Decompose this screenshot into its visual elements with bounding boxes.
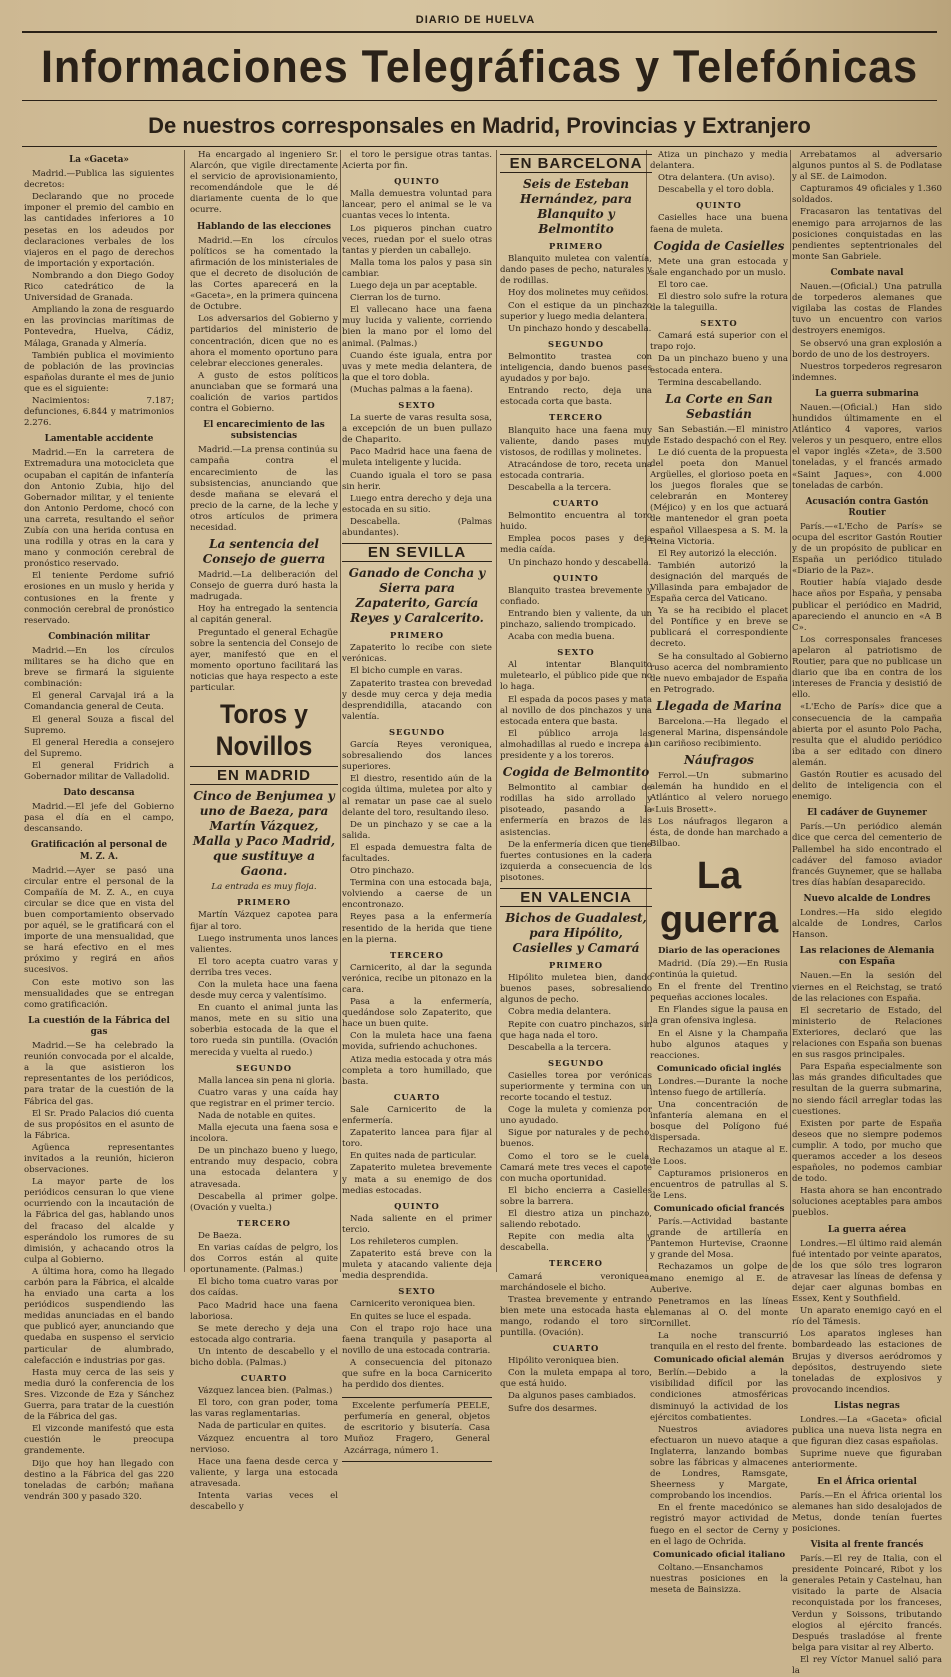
paragraph: También publica el movimiento de población de las provincias españolas durante el mes de junio que es el siguiente: bbox=[24, 350, 174, 394]
column-divider bbox=[340, 150, 341, 1272]
paragraph: Dijo que hoy han llegado con destino a la Fábrica del gas 220 toneladas de carbón; mañana vendrán 300 y pasado 320. bbox=[24, 1458, 174, 1502]
paragraph: Madrid.—En los círculos militares se ha dicho que en breve se firmará la siguiente combinación: bbox=[24, 645, 174, 690]
paragraph: Martín Vázquez capotea para fijar al toro. bbox=[190, 910, 338, 932]
paragraph: Declarando que no procede imponer el premio del cambio en las cantidades inferiores a 10 pesetas en los adeudos por declaraciones verbales de los viajeros en el pago de derechos de importación y exportación. bbox=[24, 192, 174, 269]
bull-heading: PRIMERO bbox=[236, 897, 292, 908]
bull-heading: TERCERO bbox=[549, 412, 603, 423]
column-5 bbox=[650, 150, 788, 1596]
paragraph: Nuestros aviadores efectuaron un nuevo ataque a Inglaterra, lanzando bombas sobre las fábricas y almacenes de Londres, Ramsgate, Sheerness y Margate, comprobando los incendios. bbox=[650, 1424, 788, 1502]
bull-heading: TERCERO bbox=[237, 1217, 291, 1228]
paragraph: Descabella al primer golpe. (Ovación y vuelta.) bbox=[190, 1191, 338, 1213]
city-heading: EN MADRID bbox=[190, 766, 338, 785]
paragraph: Blanquito muletea con valentía, dando pases de pecho, naturales y de rodillas. bbox=[500, 254, 652, 287]
paragraph: La mayor parte de los periódicos censuran lo que viene ocurriendo con la incautación de la Fábrica del gas, hablando unos del fracaso del alcalde y esperándolo los rumores de su dimisión, y achacando otros la culpa al Gobierno. bbox=[24, 1177, 174, 1265]
corrida-subtitle: Cinco de Benjumea y uno de Baeza, para Martín Vázquez, Malla y Paco Madrid, que sustituye a Gaona. bbox=[192, 789, 336, 879]
article-heading: Combinación militar bbox=[48, 631, 150, 642]
paragraph: (Muchas palmas a la faena). bbox=[350, 384, 473, 395]
paragraph: Suprime nueve que figuraban anteriormente. bbox=[792, 1449, 942, 1471]
paragraph: De un pinchazo y se cae a la salida. bbox=[342, 819, 492, 841]
paragraph: Atiza media estocada y otra más completa a toro humillado, que basta. bbox=[342, 1054, 492, 1087]
paragraph: Vázquez encuentra al toro nervioso. bbox=[190, 1433, 338, 1455]
paragraph: Ha encargado al ingeniero Sr. Alarcón, que vigile directamente el servicio de aprovisionamiento, recomendándole que le dé diariamente cuenta de lo que ocurre. bbox=[190, 150, 338, 216]
paragraph: Termina con una estocada baja, volviendo a caerse de un encontronazo. bbox=[342, 878, 492, 911]
bull-heading: SEGUNDO bbox=[547, 338, 605, 349]
paragraph: El diestro atiza un pinchazo, saliendo rebotado. bbox=[500, 1209, 652, 1231]
paragraph: Se mete derecho y deja una estocada algo contraria. bbox=[190, 1323, 338, 1345]
paragraph: En cuanto el animal junta las manos, mete en su sitio una soberbia estocada de la que el toro rueda sin puntilla. (Ovación merecida y vuelta al ruedo.) bbox=[190, 1003, 338, 1058]
paragraph: Hasta ahora se han encontrado soluciones aceptables para ambos pueblos. bbox=[792, 1186, 942, 1219]
article-heading: La Corte en San Sebastián bbox=[665, 391, 773, 421]
paragraph: El toro cae. bbox=[658, 279, 709, 290]
paragraph: Vázquez lancea bien. (Palmas.) bbox=[198, 1386, 333, 1397]
paragraph: Pasa a la enfermería, quedándose solo Zapaterito, que hace un buen quite. bbox=[342, 997, 492, 1030]
paragraph: En el frente del Trentino pequeñas acciones locales. bbox=[650, 982, 788, 1004]
paragraph: Madrid. (Día 29).—En Rusia continúa la quietud. bbox=[650, 958, 788, 981]
paragraph: Coge la muleta y comienza por uno ayudado. bbox=[500, 1105, 652, 1127]
article-heading: El encarecimiento de las subsistencias bbox=[203, 420, 325, 442]
bull-heading: TERCERO bbox=[549, 1258, 603, 1269]
paragraph: Ferrol.—Un submarino alemán ha hundido en el Atlántico al velero noruego «Luis Brosett». bbox=[650, 771, 788, 815]
paragraph: La noche transcurrió tranquila en el resto del frente. bbox=[650, 1330, 788, 1353]
bull-heading: PRIMERO bbox=[548, 960, 604, 971]
paragraph: Los corresponsales franceses apelaron al patriotismo de Routier, para que no publicase un diario que iba en contra de los intereses de Francia y desistió de ello. bbox=[792, 634, 942, 701]
subtitle-rule bbox=[22, 146, 937, 147]
top-rule bbox=[22, 31, 937, 33]
paragraph: Carnicerito veroniquea bien. bbox=[350, 1299, 476, 1310]
paragraph: Un aparato enemigo cayó en el río del Támesis. bbox=[792, 1306, 942, 1328]
paragraph: Luego instrumenta unos lances valientes. bbox=[190, 933, 338, 955]
bull-heading: PRIMERO bbox=[548, 241, 604, 252]
advertisement bbox=[342, 1397, 492, 1461]
paragraph: Capturamos prisioneros en encuentros de patrullas al S. de Lens. bbox=[650, 1168, 788, 1201]
paragraph: El teniente Perdome sufrió erosiones en un muslo y herida y contusiones en la frente y conmoción cerebral de pronóstico reservado. bbox=[24, 571, 174, 626]
paragraph: Gastón Routier es acusado del delito de inteligencia con el enemigo. bbox=[792, 769, 942, 803]
paragraph: Da un pinchazo bueno y una estocada entera. bbox=[650, 354, 788, 376]
paragraph: Routier había viajado desde hace años por España, y pensaba publicar el periódico en Madrid, apareciendo el anuncio en «A B C». bbox=[792, 578, 942, 633]
paragraph: Con la muleta hace una faena movida, sufriendo achuchones. bbox=[342, 1031, 492, 1053]
paragraph: Madrid.—Publica las siguientes decretos: bbox=[24, 169, 174, 191]
corrida-subtitle: Bichos de Guadalest, para Hipólito, Casielles y Camará bbox=[505, 911, 647, 956]
article-heading: Diario de las operaciones bbox=[657, 945, 781, 956]
paragraph: El vallecano hace una faena muy lucida y valiente, corriendo bien la mano por el lomo del animal. (Palmas.) bbox=[342, 305, 492, 349]
bull-heading: SEGUNDO bbox=[388, 726, 446, 737]
paragraph: Luego entra derecho y deja una estocada en su sitio. bbox=[342, 493, 492, 515]
paragraph: Arrebatamos al adversario algunos puntos al S. de Podlatase y al SE. de Laimodon. bbox=[792, 150, 942, 183]
article-heading: Comunicado oficial alemán bbox=[653, 1355, 785, 1366]
paragraph: Casielles hace una buena faena de muleta. bbox=[650, 213, 788, 235]
article-heading: La guerra submarina bbox=[815, 388, 919, 399]
paragraph: Con la muleta hace una faena desde muy cerca y valentísimo. bbox=[190, 979, 338, 1002]
paragraph: Da algunos pases cambiados. bbox=[508, 1391, 637, 1402]
paragraph: Barcelona.—Ha llegado el general Marina, dispensándole un cariñoso recibimiento. bbox=[650, 716, 788, 750]
paragraph: Rechazamos un ataque al E. de Loos. bbox=[650, 1145, 788, 1167]
paragraph: Repite con media alta y descabella. bbox=[500, 1232, 652, 1254]
paragraph: Malla demuestra voluntad para lancear, pero el animal se le va cuantas veces lo intenta. bbox=[342, 189, 492, 222]
article-heading: Visita al frente francés bbox=[810, 1539, 924, 1550]
paragraph: También autorizó la designación del marqués de Villasinda para embajador de España cerca del Vaticano. bbox=[650, 560, 788, 605]
paragraph: Madrid.—Se ha celebrado la reunión convocada por el alcalde, a la que asistieron los representantes de los periódicos, para tratar de la cuestión de la Fábrica del gas. bbox=[24, 1041, 174, 1107]
paragraph: El vizconde manifestó que esta cuestión le preocupa grandemente. bbox=[24, 1424, 174, 1457]
paragraph: El general Carvajal irá a la Comandancia general de Ceuta. bbox=[24, 691, 174, 713]
paragraph: A última hora, como ha llegado carbón para la Fábrica, el alcalde ha enviado una carta a los periódicos suspendiendo las medidas anunciadas en el bando que publicó ayer, anunciando que quedaba en suspenso el servicio particular de alumbrado, calefacción e industrias por gas. bbox=[24, 1266, 174, 1366]
bull-heading: SEXTO bbox=[700, 318, 738, 329]
paragraph: Hipólito veroniquea bien. bbox=[508, 1356, 619, 1367]
article-heading: Combate naval bbox=[830, 267, 904, 278]
running-head: DIARIO DE HUELVA bbox=[415, 14, 536, 26]
article-heading: El cadáver de Guynemer bbox=[807, 808, 927, 819]
corrida-subtitle: Seis de Esteban Hernández, para Blanquito y Belmontito bbox=[520, 177, 632, 237]
paragraph: Entrando bien y valiente, da un pinchazo, saliendo trompicado. bbox=[500, 608, 652, 630]
paragraph: Los piqueros pinchan cuatro veces, ruedan por el suelo otras tantas y pierden un caballejo. bbox=[342, 223, 492, 256]
paragraph: Trastea brevemente y entrando bien mete una estocada hasta el mango, rodando el toro sin puntilla. (Ovación). bbox=[500, 1294, 652, 1338]
paragraph: Cuatro varas y una caída hay que registrar en el primer tercio. bbox=[190, 1087, 338, 1109]
paragraph: El diestro, resentido aún de la cogida última, muletea por alto y al rematar un pase cae al suelo delante del toro, resultando ileso. bbox=[342, 774, 492, 818]
paragraph: El diestro solo sufre la rotura de la taleguilla. bbox=[650, 291, 788, 314]
paragraph: Zapaterito está breve con la muleta y atacando valiente deja media desprendida. bbox=[342, 1249, 492, 1282]
paragraph: Madrid.—El jefe del Gobierno pasa el día en el campo, descansando. bbox=[24, 802, 174, 835]
paragraph: Malla lancea sin pena ni gloria. bbox=[198, 1075, 335, 1086]
column-divider bbox=[496, 150, 497, 1272]
paragraph: Carnicerito, al dar la segunda verónica, recibe un pitonazo en la cara. bbox=[342, 962, 492, 995]
article-heading: Comunicado oficial inglés bbox=[656, 1063, 782, 1074]
paragraph: Penetramos en las líneas alemanas al O. del monte Cornillet. bbox=[650, 1296, 788, 1329]
paragraph: Londres.—Ha sido elegido alcalde de Londres, Carlos Hanson. bbox=[792, 908, 942, 941]
city-heading: EN BARCELONA bbox=[500, 154, 652, 173]
paragraph: Hasta muy cerca de las seis y media duró la conferencia de los Sres. Vizconde de Eza y Sánchez Guerra, para tratar de la cuestión de la Fábrica del gas. bbox=[24, 1367, 174, 1423]
bull-heading: QUINTO bbox=[696, 200, 742, 211]
paragraph: Nacimientos: 7.187; defunciones, 6.844 y matrimonios 2.276. bbox=[24, 395, 174, 429]
paragraph: Camará veroniquea, marchándosele el bicho. bbox=[500, 1271, 652, 1293]
paragraph: En Flandes sigue la pausa en la gran ofensiva inglesa. bbox=[650, 1005, 788, 1027]
bull-heading: CUARTO bbox=[393, 1091, 441, 1102]
corrida-subtitle: Ganado de Concha y Sierra para Zapaterito, García Reyes y Caralcerito. bbox=[348, 566, 486, 626]
paragraph: Descabella y el toro dobla. bbox=[658, 185, 774, 196]
paragraph: Cobra media delantera. bbox=[508, 1007, 612, 1018]
paragraph: Repite con cuatro pinchazos, sin que haga nada el toro. bbox=[500, 1019, 652, 1041]
paragraph: Capturamos 49 oficiales y 1.360 soldados. bbox=[792, 184, 942, 206]
paragraph: Zapaterito lancea para fijar al toro. bbox=[342, 1128, 492, 1150]
paragraph: Paco Madrid hace una faena de muleta inteligente y lucida. bbox=[342, 447, 492, 469]
paragraph: Blanquito hace una faena muy valiente, dando pases muy vistosos, de rodillas y molinetes. bbox=[500, 425, 652, 458]
paragraph: Nuestros torpederos regresaron indemnes. bbox=[792, 361, 942, 383]
paragraph: De la enfermería dicen que tiene fuertes contusiones en la cadera izquierda a consecuencia de los pisotones. bbox=[500, 839, 652, 883]
paragraph: Hace una faena desde cerca y valiente, y larga una estocada atravesada. bbox=[190, 1456, 338, 1489]
paragraph: El bicho cumple en varas. bbox=[350, 666, 463, 677]
city-heading: EN VALENCIA bbox=[500, 888, 652, 907]
paragraph: Malla toma los palos y pasa sin cambiar. bbox=[342, 257, 492, 279]
paragraph: Madrid.—En los círculos políticos se ha comentado la afirmación de los ministeriales de que el decreto de disolución de las Cortes aparecerá en la «Gaceta», en la primera quincena de Octubre. bbox=[190, 235, 338, 313]
paragraph: En el frente macedónico se registró mayor actividad de fuego en el sector de Cerny y en el lago de Ochrida. bbox=[650, 1503, 788, 1547]
paragraph: En quites nada de particular. bbox=[350, 1151, 477, 1162]
article-heading: En el África oriental bbox=[817, 1476, 917, 1487]
paragraph: el toro le persigue otras tantas. Acierta por fin. bbox=[342, 150, 492, 172]
paragraph: Nauen.—En la sesión del viernes en el Reichstag, se trató de las relaciones con España. bbox=[792, 971, 942, 1004]
paragraph: Preguntado el general Echagüe sobre la sentencia del Consejo de ayer, manifestó que en el momento oportuno facilitará las noticias que haya respecto a este particular. bbox=[190, 627, 338, 694]
paragraph: Otro pinchazo. bbox=[350, 866, 415, 877]
paragraph: Nada de notable en quites. bbox=[198, 1111, 316, 1121]
bull-heading: TERCERO bbox=[390, 949, 444, 960]
paragraph: En varias caídas de pelgro, los dos Corros están al quite oportunamente. (Palmas.) bbox=[190, 1243, 338, 1276]
paragraph: Emplea pocos pases y deja media caída. bbox=[500, 534, 652, 556]
paragraph: A gusto de estos políticos anunciaban que se formará una coalición de varios partidos contra el Gobierno. bbox=[190, 370, 338, 415]
war-section-title: La guerra bbox=[659, 854, 779, 941]
paragraph: Le dió cuenta de la propuesta del poeta don Manuel Argüelles, el glorioso poeta en los juegos florales que se celebrarán en Monterey (Méjico) y en los que actuará de mantenedor el gran poeta español Villaespesa a S. M. la Reina Victoria. bbox=[650, 447, 788, 547]
article-heading: Acusación contra Gastón Routier bbox=[805, 496, 929, 518]
paragraph: Los aparatos ingleses han bombardeado las estaciones de Brujas y diversos aeródromos y depósitos, destruyendo siete toneladas de explosivos y provocando incendios. bbox=[792, 1329, 942, 1395]
paragraph: Otra delantera. (Un aviso). bbox=[658, 173, 775, 184]
ad-text: Excelente perfumería PEELE, perfumería en general, objetos de escritorio y bisutería. Casa Muñoz Fragero, General Azcárraga, número 1. bbox=[344, 1401, 490, 1456]
paragraph: Nombrando a don Diego Godoy Rico catedrático de la Universidad de Granada. bbox=[24, 270, 174, 304]
paragraph: Sale Carnicerito de la enfermería. bbox=[342, 1104, 492, 1127]
paragraph: Atiza un pinchazo y media delantera. bbox=[650, 150, 788, 172]
bull-heading: QUINTO bbox=[553, 572, 599, 583]
paragraph: Al intentar Blanquito muletearlo, el público pide que no lo haga. bbox=[500, 660, 652, 693]
paragraph: Londres.—El último raid alemán fué intentado por veinte aparatos, de los que sólo tres lograron atravesar las líneas de defensa y dejar caer algunas bombas en Essex, Kent y Southfield. bbox=[792, 1238, 942, 1305]
paragraph: Descabella a la tercera. bbox=[508, 1042, 612, 1053]
paragraph: Ampliando la zona de resguardo en las provincias marítimas de Pontevedra, Huelva, Cádiz, Málaga, Granada y Almería. bbox=[24, 305, 174, 349]
article-heading: Nuevo alcalde de Londres bbox=[803, 893, 931, 904]
paragraph: El Rey autorizó la elección. bbox=[658, 548, 777, 559]
paragraph: París.—En el África oriental los alemanes han sido desalojados de Metus, donde tenían fuertes posiciones. bbox=[792, 1490, 942, 1534]
paragraph: Existen por parte de España deseos que no siempre podemos cumplir. A todo, por mucho que queramos acceder a los deseos españoles, no podemos cambiar de todo. bbox=[792, 1118, 942, 1185]
paragraph: Con el trapo rojo hace una faena tranquila y pasaporta al novillo de una estocada contraria. bbox=[342, 1323, 492, 1356]
paragraph: Nada de particular en quites. bbox=[198, 1421, 327, 1432]
paragraph: París.—El rey de Italia, con el presidente Poincaré, Ribot y los generales Petain y Castelnau, han visitado la parte de Alsacia reconquistada por los franceses, Verdun y Soissons, tributando elogios al ejército francés. Después trasladóse al frente belga para visitar al rey Alberto. bbox=[792, 1554, 942, 1653]
paragraph: Casielles torea por verónicas superiormente y termina con un recorte tocando el testuz. bbox=[500, 1070, 652, 1104]
paragraph: Los adversarios del Gobierno y partidarios del ministerio de concentración, dicen que no es ahora el momento oportuno para celebrar elecciones generales. bbox=[190, 314, 338, 369]
paragraph: A consecuencia del pitonazo que sufre en la boca Carnicerito ha perdido dos dientes. bbox=[342, 1357, 492, 1391]
article-heading: Náufragos bbox=[684, 753, 754, 768]
bull-heading: SEGUNDO bbox=[547, 1057, 605, 1068]
paragraph: Ya se ha recibido el placet del Pontífice y en breve se publicará el correspondiente decreto. bbox=[650, 606, 788, 650]
paragraph: París.—Actividad bastante grande de artillería en Pantemon Hurtevise, Craonne y grande del Mosa. bbox=[650, 1217, 788, 1261]
paragraph: Como el toro se le cuela, Camará mete tres veces el capote con mucha oportunidad. bbox=[500, 1151, 652, 1184]
paragraph: El Sr. Prado Palacios dió cuenta de sus propósitos en el asunto de la Fábrica. bbox=[24, 1108, 174, 1141]
column-4 bbox=[500, 150, 652, 1414]
paragraph: La suerte de varas resulta sosa, a excepción de un buen pullazo de Chaparito. bbox=[342, 413, 492, 446]
paragraph: Descabella a la tercera. bbox=[508, 482, 612, 493]
paragraph: Agüenca representantes invitados a la reunión, hicieron observaciones. bbox=[24, 1142, 174, 1176]
masthead-title: Informaciones Telegráficas y Telefónicas bbox=[40, 41, 919, 92]
paragraph: La entrada es muy floja. bbox=[211, 882, 317, 893]
paragraph: Mete una gran estocada y sale enganchado por un muslo. bbox=[650, 256, 788, 278]
paragraph: Atracándose de toro, receta una estocada contraria. bbox=[500, 459, 652, 481]
bull-heading: QUINTO bbox=[394, 1200, 440, 1211]
paragraph: Hoy dos molinetes muy ceñidos. bbox=[508, 288, 649, 299]
bull-heading: SEGUNDO bbox=[235, 1062, 293, 1073]
paragraph: Berlín.—Debido a la visibilidad difícil por las condiciones atmosféricas disminuyó la actividad de los ejércitos combatientes. bbox=[650, 1368, 788, 1423]
paragraph: Fracasaron las tentativas del enemigo para arrojarnos de las posiciones conquistadas en las pendientes septentrionales del monte San Gabriele. bbox=[792, 207, 942, 262]
article-heading: La «Gaceta» bbox=[69, 155, 129, 165]
paragraph: Luego deja un par aceptable. bbox=[350, 281, 478, 292]
paragraph: Nada saliente en el primer tercio. bbox=[342, 1213, 492, 1235]
paragraph: En quites se luce el espada. bbox=[350, 1311, 472, 1322]
article-heading: Dato descansa bbox=[63, 788, 135, 799]
bull-heading: CUARTO bbox=[552, 498, 600, 509]
article-heading: La guerra aérea bbox=[827, 1224, 907, 1235]
paragraph: Camará está superior con el trapo rojo. bbox=[650, 331, 788, 353]
paragraph: Termina descabellando. bbox=[658, 377, 762, 388]
paragraph: Hipólito muletea bien, dando buenos pases, sobresaliendo algunos de pecho. bbox=[500, 973, 652, 1006]
paragraph: París.—Un periódico alemán dice que cerca del cementerio de Pallembel ha sido encontrado el cadáver del famoso aviador francés Guynemer, que se hallaba tres días habían desaparecido. bbox=[792, 822, 942, 888]
city-heading: EN SEVILLA bbox=[342, 543, 492, 562]
paragraph: Malla ejecuta una faena sosa e incolora. bbox=[190, 1123, 338, 1145]
section-subtitle: De nuestros corresponsales en Madrid, Provincias y Extranjero bbox=[148, 113, 811, 138]
paragraph: Madrid.—La prensa continúa su campaña contra el encarecimiento de las subsistencias, anunciando que desde mañana se elevará el precio de la carne, de la leche y otros artículos de primera necesidad. bbox=[190, 445, 338, 533]
article-heading: Cogida de Belmontito bbox=[502, 765, 650, 780]
paragraph: Londres.—La «Gaceta» oficial publica una nueva lista negra en que figuran diez casas españolas. bbox=[792, 1415, 942, 1448]
paragraph: Con la muleta empapa al toro, que está huido. bbox=[500, 1368, 652, 1390]
paragraph: El espada da pocos pases y mata al novillo de dos pinchazos y una estocada entera que basta. bbox=[500, 694, 652, 727]
bull-heading: SEXTO bbox=[398, 1286, 436, 1297]
paragraph: Belmontito al cambiar de rodillas ha sido arrollado y pisoteado, pasando a la enfermería en brazos de las asistencias. bbox=[500, 783, 652, 838]
paragraph: El bicho toma cuatro varas por dos caídas. bbox=[190, 1277, 338, 1299]
paragraph: Con el estique da un pinchazo superior y luego media delantera. bbox=[500, 300, 652, 322]
article-heading: La cuestión de la Fábrica del gas bbox=[28, 1015, 170, 1037]
article-heading: Gratificación al personal de M. Z. A. bbox=[30, 840, 168, 862]
bull-heading: PRIMERO bbox=[389, 630, 445, 641]
article-heading: Cogida de Casielles bbox=[653, 238, 785, 253]
masthead-rule bbox=[22, 100, 937, 101]
bull-heading: CUARTO bbox=[240, 1373, 288, 1384]
paragraph: Intenta varias veces el descabello y bbox=[190, 1491, 338, 1513]
paragraph: El rey Víctor Manuel salió para la bbox=[792, 1654, 942, 1676]
toros-section-title: Toros y Novillos bbox=[215, 699, 313, 762]
paragraph: El general Souza a fiscal del Supremo. bbox=[24, 714, 174, 736]
paragraph: Reyes pasa a la enfermería resentido de la herida que tiene en la pierna. bbox=[342, 912, 492, 945]
paragraph: Cuando éste iguala, entra por uvas y mete media delantera, de la que el toro dobla. bbox=[342, 350, 492, 383]
paragraph: Un pinchazo hondo y descabella. bbox=[508, 557, 652, 568]
paragraph: Cuando iguala el toro se pasa sin herir. bbox=[342, 470, 492, 492]
paragraph: Cierran los de turno. bbox=[350, 293, 441, 304]
article-heading: Comunicado oficial francés bbox=[653, 1203, 785, 1214]
paragraph: Blanquito trastea brevemente y confiado. bbox=[500, 585, 652, 607]
article-heading: Lamentable accidente bbox=[44, 434, 154, 445]
paragraph: El general Fridrich a Gobernador militar de Valladolid. bbox=[24, 760, 174, 782]
paragraph: Se observó una gran explosión a bordo de uno de los destroyers. bbox=[792, 338, 942, 360]
paragraph: Coltano.—Ensanchamos nuestras posiciones en la meseta de Bainsizza. bbox=[650, 1562, 788, 1596]
paragraph: Para España especialmente son las más grandes dificultades que resultan de la guerra submarina, no siendo fácil arreglar todas las cuestiones. bbox=[792, 1062, 942, 1117]
bull-heading: SEXTO bbox=[398, 399, 436, 410]
paragraph: Nauen.—(Oficial.) Han sido hundidos últimamente en el Atlántico 4 vapores, varios veleros y un pesquero, entre ellos el vapor inglés «Zeta», de 3.500 toneladas, y el francés armado «Saint Jaques», con 4.000 toneladas de carbón. bbox=[792, 402, 942, 491]
column-3 bbox=[342, 150, 492, 1456]
paragraph: De Baeza. bbox=[198, 1230, 242, 1241]
paragraph: Entrando recto, deja una estocada corta que basta. bbox=[500, 386, 652, 408]
paragraph: El público arroja las almohadillas al ruedo e increpa al presidente y a los toreros. bbox=[500, 728, 652, 762]
article-heading: Las relaciones de Alemania con España bbox=[799, 946, 935, 968]
article-heading: Hablando de las elecciones bbox=[197, 221, 331, 232]
paragraph: El espada demuestra falta de facultades. bbox=[342, 842, 492, 864]
paragraph: San Sebastián.—El ministro de Estado despachó con el Rey. bbox=[650, 424, 788, 446]
paragraph: El bicho encierra a Casielles sobre la barrera. bbox=[500, 1185, 652, 1207]
paragraph: Zapaterito trastea con brevedad y desde muy cerca y deja media desprendidilla, atacando con valentía. bbox=[342, 678, 492, 722]
paragraph: García Reyes veroniquea, sobresaliendo dos lances superiores. bbox=[342, 740, 492, 773]
paragraph: Descabella. (Palmas abundantes). bbox=[342, 516, 492, 538]
paragraph: Londres.—Durante la noche intenso fuego de artillería. bbox=[650, 1076, 788, 1098]
article-heading: Llegada de Marina bbox=[656, 698, 782, 713]
article-heading: La sentencia del Consejo de guerra bbox=[202, 537, 326, 567]
paragraph: Madrid.—En la carretera de Extremadura una motocicleta que ocupaban el capitán de infantería don Antonio Zubia, hijo del Gobernador militar, y el teniente don Antonio Perdome, chocó con una carreta, resultando el señor Zubía con una herida contusa en una rodilla y otras en la cara y mano y conmoción cerebral de pronóstico reservado. bbox=[24, 448, 174, 570]
paragraph: El secretario de Estado, del ministerio de Relaciones Exteriores, declaró que las relaciones con España son buenas en sus rasgos principales. bbox=[792, 1005, 942, 1061]
paragraph: Un pinchazo hondo y descabella. bbox=[508, 323, 652, 334]
paragraph: Con este motivo son las mensualidades que se entregan como gratificación. bbox=[24, 977, 174, 1010]
paragraph: Belmontito trastea con inteligencia, dando buenos pases ayudados y por bajo. bbox=[500, 351, 652, 385]
paragraph: Se ha consultado al Gobierno ruso acerca del nombramiento de nuevo embajador de España en Petrogrado. bbox=[650, 651, 788, 695]
paragraph: De un pinchazo bueno y luego, entrando muy despacio, cobra una estocada delantera y atravesada. bbox=[190, 1146, 338, 1190]
paragraph: Zapaterito muletea brevemente y mata a su enemigo de dos medias estocadas. bbox=[342, 1163, 492, 1196]
article-heading: Comunicado oficial italiano bbox=[652, 1549, 786, 1560]
paragraph: «L'Echo de París» dice que a consecuencia de la campaña abierta por el asunto Polo Pacha, resulta que el aludido periódico iba a ser editado con dinero alemán. bbox=[792, 702, 942, 768]
bull-heading: QUINTO bbox=[394, 176, 440, 187]
paragraph: Madrid.—La deliberación del Consejo de guerra duró hasta la madrugada. bbox=[190, 570, 338, 603]
column-2 bbox=[190, 150, 338, 1513]
paragraph: Zapaterito lo recibe con siete verónicas. bbox=[342, 643, 492, 665]
paragraph: El general Heredia a consejero del Supremo. bbox=[24, 737, 174, 759]
paragraph: Los rehileteros cumplen. bbox=[350, 1236, 459, 1247]
paragraph: En el Aisne y la Champaña hubo algunos ataques y reacciones. bbox=[650, 1028, 788, 1061]
paragraph: Belmontito encuentra al toro huido. bbox=[500, 511, 652, 533]
paragraph: El toro, con gran poder, toma las varas reglamentarias. bbox=[190, 1398, 338, 1420]
paragraph: Hoy ha entregado la sentencia al capitán general. bbox=[190, 604, 338, 626]
article-heading: Listas negras bbox=[834, 1400, 900, 1411]
paragraph: Paco Madrid hace una faena laboriosa. bbox=[190, 1300, 338, 1322]
paragraph: Sigue por naturales y de pecho, buenos. bbox=[500, 1128, 652, 1150]
bull-heading: CUARTO bbox=[552, 1343, 600, 1354]
paragraph: El toro acepta cuatro varas y derriba tres veces. bbox=[190, 956, 338, 978]
column-divider bbox=[790, 150, 791, 1272]
paragraph: Los náufragos llegaron a ésta, de donde han marchado a Bilbao. bbox=[650, 816, 788, 849]
paragraph: Sufre dos desarmes. bbox=[508, 1403, 597, 1414]
paragraph: Un intento de descabello y el bicho dobla. (Palmas.) bbox=[190, 1346, 338, 1368]
paragraph: Nauen.—(Oficial.) Una patrulla de torpederos alemanes que vigilaba las costas de Flandes tuvo un encuentro con varios destroyers enemigos. bbox=[792, 282, 942, 337]
paragraph: Una concentración de infantería alemana en el bosque del Polígono fué dispersada. bbox=[650, 1100, 788, 1144]
column-divider bbox=[184, 150, 185, 1272]
paragraph: Madrid.—Ayer se pasó una circular entre el personal de la Compañía de M. Z. A., en cuya circular se dice que en vista del buen comportamiento observado por aquél, se le gratificará con el importe de una mensualidad, que se hará efectivo en el mes próximo y regirá en años sucesivos. bbox=[24, 865, 174, 976]
column-1 bbox=[24, 150, 174, 1502]
bull-heading: SEXTO bbox=[557, 647, 595, 658]
paragraph: Acaba con media buena. bbox=[508, 632, 615, 643]
column-6 bbox=[792, 150, 942, 1676]
paragraph: París.—«L'Echo de París» se ocupa del escritor Gastón Routier y de un propósito de publicar en España un periódico titulado «Diario de la Paz». bbox=[792, 521, 942, 577]
paragraph: Rechazamos un golpe de mano enemigo al E. de Auberive. bbox=[650, 1262, 788, 1295]
